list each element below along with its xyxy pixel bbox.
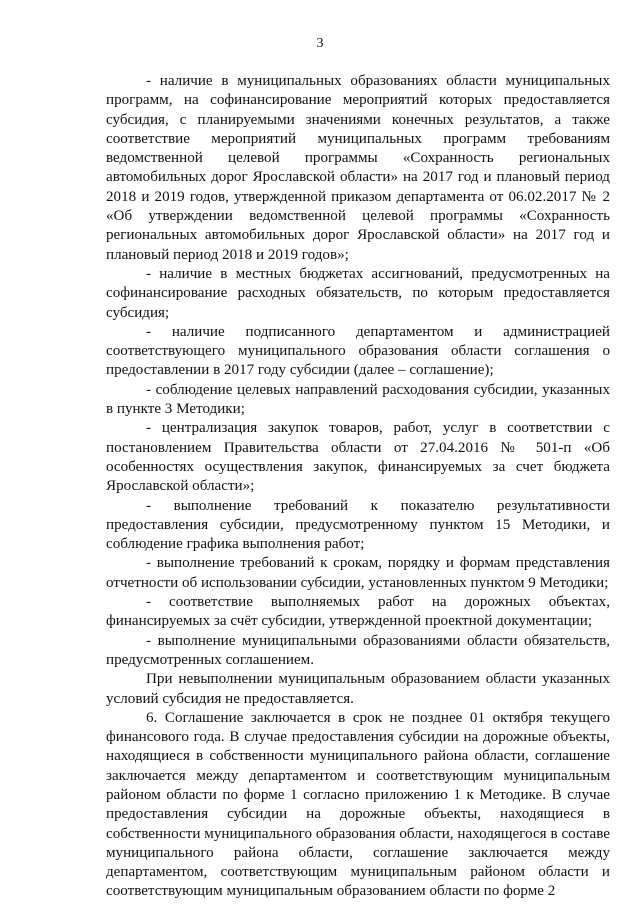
paragraph-condition-budget: - наличие в местных бюджетах ассигнований, предусмотренных на софинансирование расходных обязательств, по которым предоставляется субсидия; [106,265,610,321]
paragraph-condition-targeted-use: - соблюдение целевых направлений расходования субсидии, указанных в пункте 3 Методики; [106,381,610,418]
paragraph-condition-reporting: - выполнение требований к срокам, порядку и формам представления отчетности об использовании субсидии, установленных пунктом 9 Методики; [106,555,610,591]
paragraph-condition-design-docs: - соответствие выполняемых работ на дорожных объектах, финансируемых за счёт субсидии, утвержденной проектной документации; [106,594,610,630]
paragraph-condition-performance: - выполнение требований к показателю результативности предоставления субсидии, предусмотренному пунктом 15 Методики, и соблюдение графика выполнения работ; [106,497,610,553]
paragraph-condition-procurement: - централизация закупок товаров, работ, услуг в соответствии с постановлением Правительства области от 27.04.2016 № 501-п «Об особенностях осуществления закупок, финансируемых за счет бюджета Ярославской области»; [106,420,610,495]
paragraph-condition-programs: - наличие в муниципальных образованиях области муниципальных программ, на софинансирование мероприятий которых предоставляется субсидия, с планируемыми значениями конечных результатов, а также соответствие мероприятий муниципальных программ требованиям ведомственной целевой программы «Сохранность региональных автомобильных дорог Ярославской области» на 2017 год и плановый период 2018 и 2019 годов, утвержденной приказом департамента от 06.02.2017 № 2 «Об утверждении ведомственной целевой программы «Сохранность региональных автомобильных дорог Ярославской области» на 2017 год и плановый период 2018 и 2019 годов»; [106,73,610,263]
paragraph-non-fulfillment: При невыполнении муниципальным образованием области указанных условий субсидия не предоставляется. [106,671,610,707]
page-number: 3 [316,36,324,51]
paragraph-section-6: 6. Соглашение заключается в срок не позднее 01 октября текущего финансового года. В случае предоставления субсидии на дорожные объекты, находящиеся в собственности муниципального района области, соглашение заключается между департаментом и соответствующим муниципальным районом области по форме 1 согласно приложению 1 к Методике. В случае предоставления субсидии на дорожные объекты, находящиеся в собственности муниципального образования области, находящегося в составе муниципального района области, соглашение заключается между департаментом, соответствующим муниципальным районом области и соответствующим муниципальным образованием области по форме 2 [106,709,610,900]
paragraph-condition-agreement: - наличие подписанного департаментом и администрацией соответствующего муниципального образования области соглашения о предоставлении в 2017 году субсидии (далее – соглашение); [106,323,610,379]
paragraph-condition-obligations: - выполнение муниципальными образованиями области обязательств, предусмотренных соглашением. [106,632,610,668]
document-body [106,72,610,902]
